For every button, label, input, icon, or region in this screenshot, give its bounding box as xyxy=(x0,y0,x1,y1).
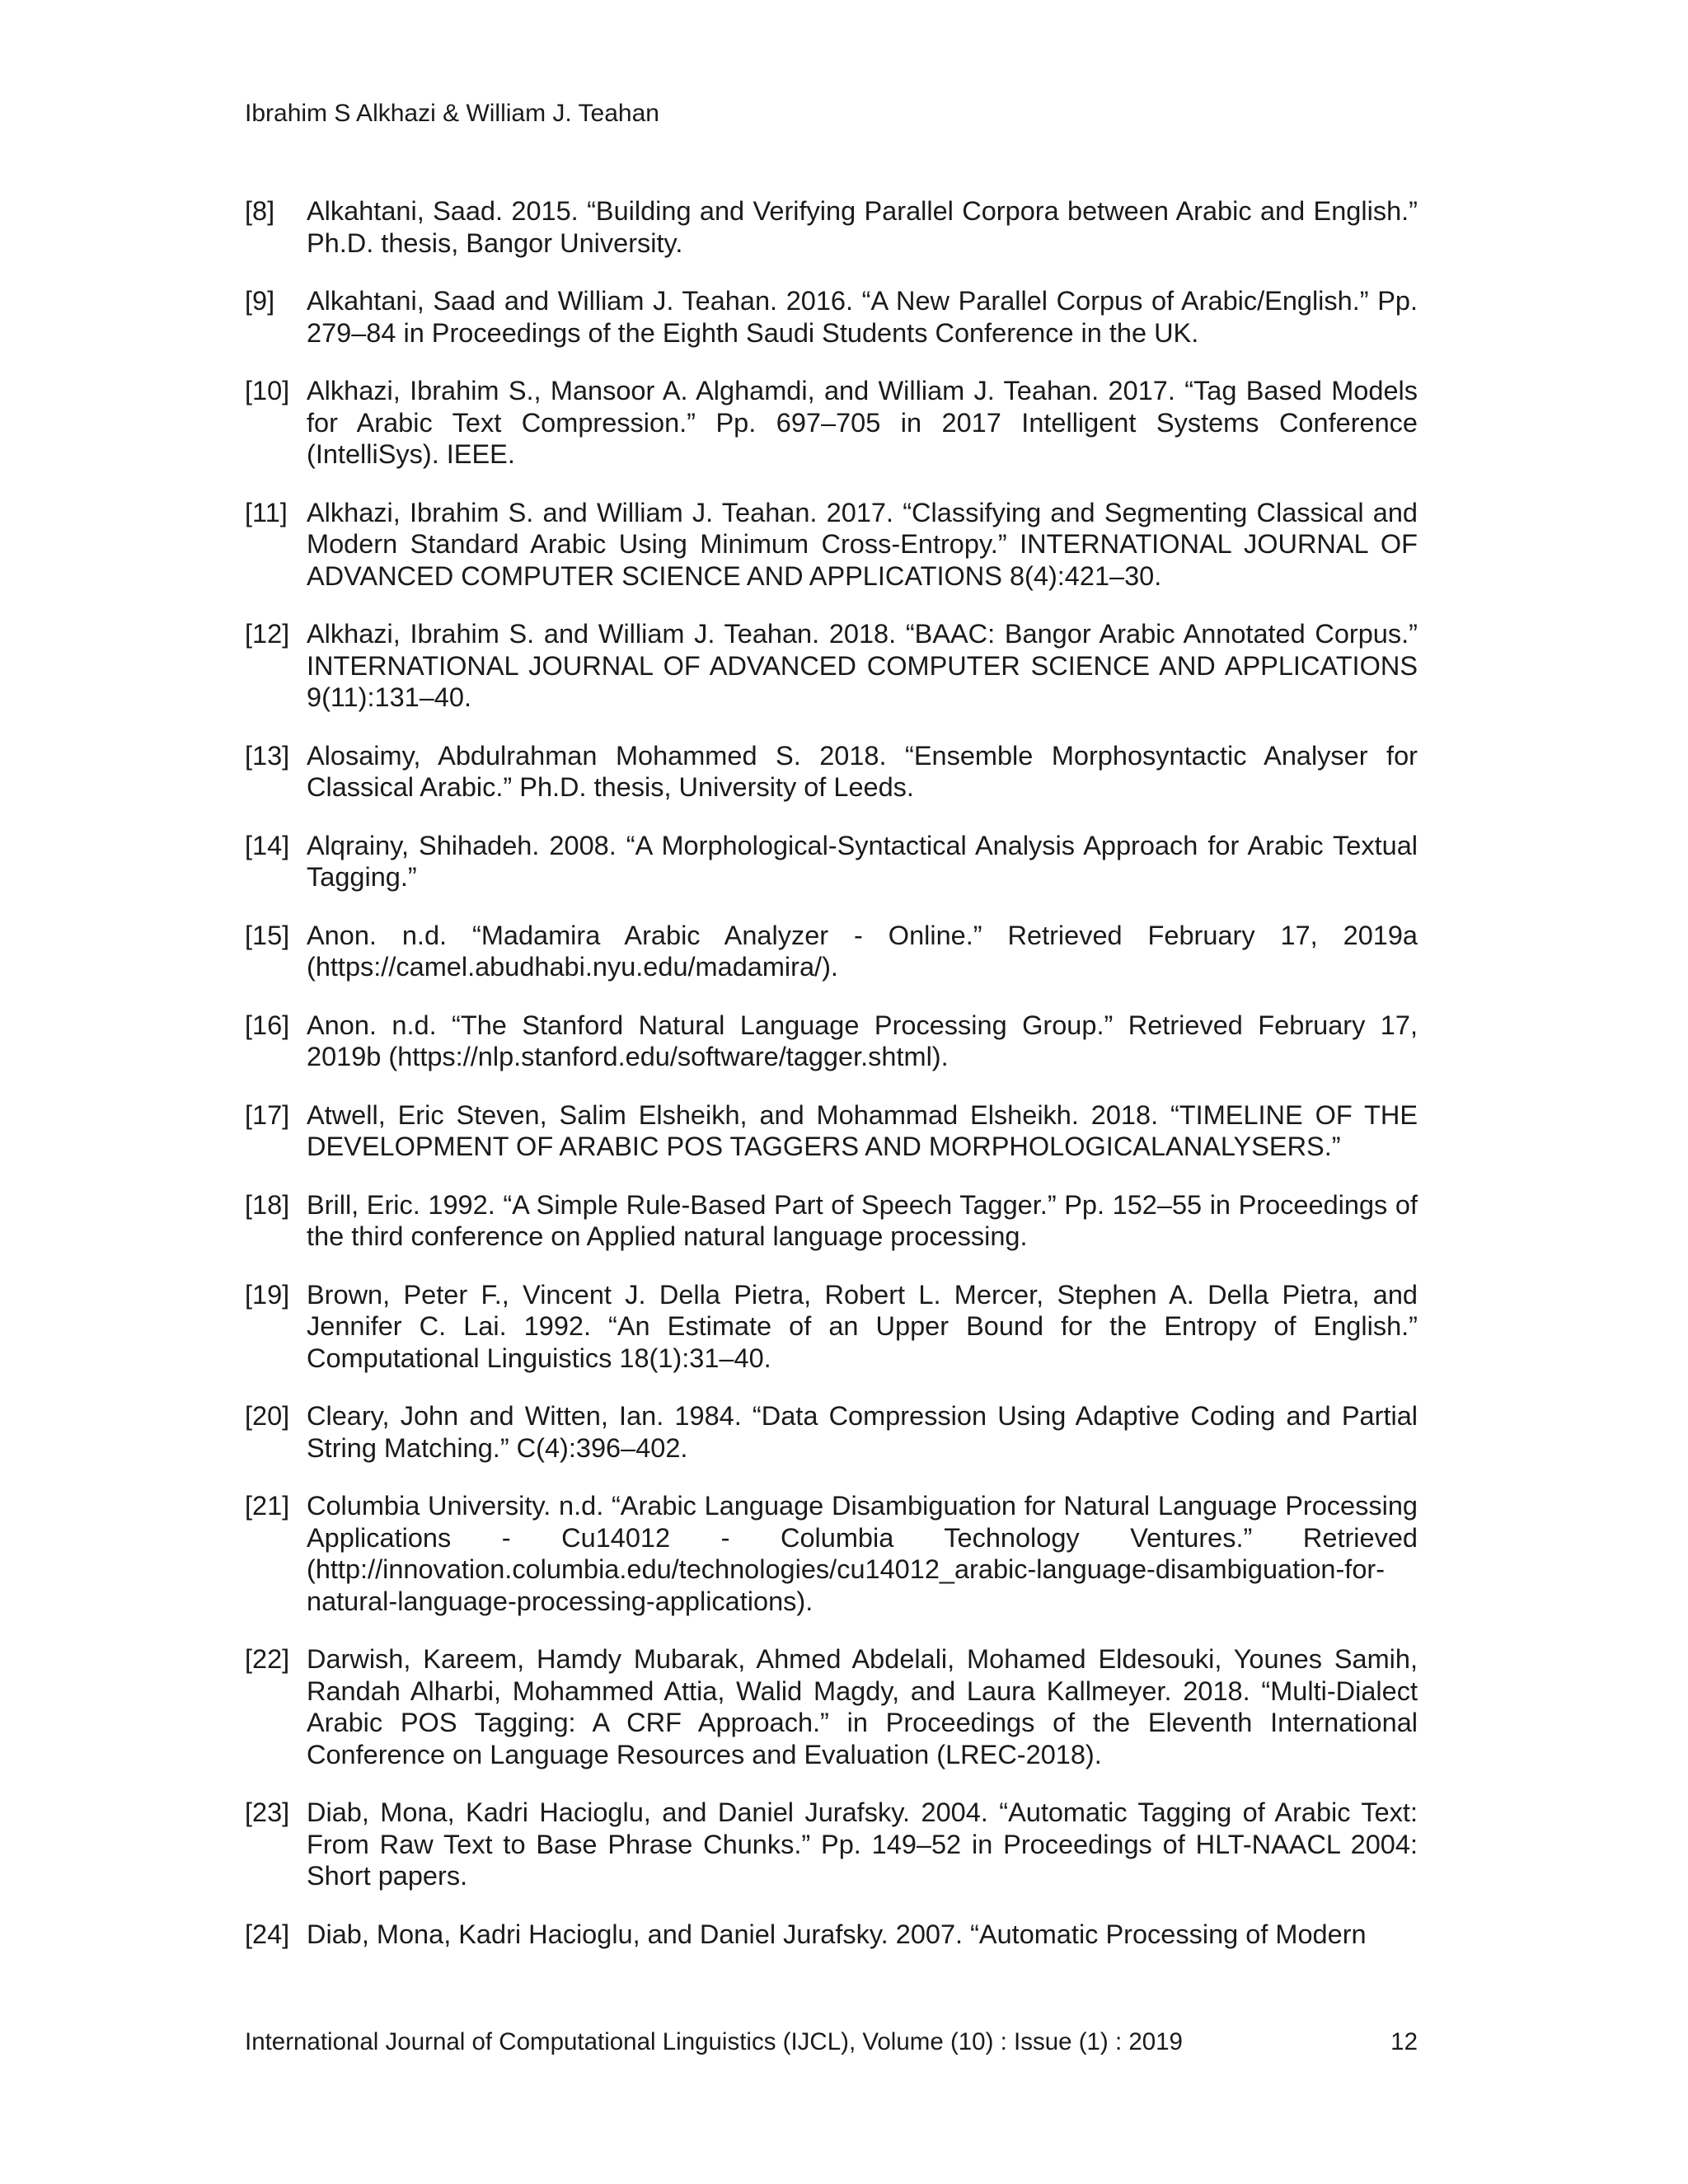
reference-item xyxy=(245,195,1418,259)
reference-text: Brown, Peter F., Vincent J. Della Pietra, Robert L. Mercer, Stephen A. Della Pietra, and Jennifer C. Lai. 1992. “An Estimate of an Upper Bound for the Entropy of English.” Computational Linguistics 18(1):31–40. xyxy=(307,1279,1418,1373)
reference-text: Columbia University. n.d. “Arabic Language Disambiguation for Natural Language Processing Applications - Cu14012 - Columbia Technology Ventures.” Retrieved (http://innovation.columbia.edu/technologies/cu14012_arabic-language-disambiguation-for-natural-language-processing-applications). xyxy=(307,1491,1418,1616)
reference-text: Brill, Eric. 1992. “A Simple Rule-Based Part of Speech Tagger.” Pp. 152–55 in Proceedings of the third conference on Applied natural language processing. xyxy=(307,1189,1418,1251)
reference-text: Atwell, Eric Steven, Salim Elsheikh, and Mohammad Elsheikh. 2018. “TIMELINE OF THE DEVELOPMENT OF ARABIC POS TAGGERS AND MORPHOLOGICALANALYSERS.” xyxy=(307,1099,1418,1161)
reference-number: [15] xyxy=(245,920,290,950)
reference-text: Alkhazi, Ibrahim S. and William J. Teahan. 2018. “BAAC: Bangor Arabic Annotated Corpus.” INTERNATIONAL JOURNAL OF ADVANCED COMPUTER SCIENCE AND APPLICATIONS 9(11):131–40. xyxy=(307,619,1418,712)
reference-item xyxy=(245,285,1418,349)
reference-text: Alqrainy, Shihadeh. 2008. “A Morphological-Syntactical Analysis Approach for Arabic Textual Tagging.” xyxy=(307,830,1418,892)
reference-number: [9] xyxy=(245,286,275,316)
reference-item xyxy=(245,1643,1418,1770)
reference-item xyxy=(245,618,1418,714)
reference-item xyxy=(245,740,1418,804)
reference-text: Alosaimy, Abdulrahman Mohammed S. 2018. “Ensemble Morphosyntactic Analyser for Classical Arabic.” Ph.D. thesis, University of Leeds. xyxy=(307,740,1418,802)
reference-number: [18] xyxy=(245,1189,290,1220)
reference-number: [8] xyxy=(245,196,275,226)
reference-item xyxy=(245,1490,1418,1617)
reference-item xyxy=(245,1797,1418,1892)
reference-number: [10] xyxy=(245,376,290,405)
reference-item xyxy=(245,1010,1418,1073)
reference-text: Cleary, John and Witten, Ian. 1984. “Data Compression Using Adaptive Coding and Partial String Matching.” C(4):396–402. xyxy=(307,1401,1418,1463)
reference-number: [13] xyxy=(245,740,290,771)
reference-text: Diab, Mona, Kadri Hacioglu, and Daniel Jurafsky. 2007. “Automatic Processing of Modern xyxy=(307,1919,1367,1949)
reference-text: Alkahtani, Saad. 2015. “Building and Verifying Parallel Corpora between Arabic and English.” Ph.D. thesis, Bangor University. xyxy=(307,196,1418,258)
reference-number: [14] xyxy=(245,830,290,860)
page-number: 12 xyxy=(1390,2028,1418,2055)
journal-citation: International Journal of Computational Linguistics (IJCL), Volume (10) : Issue (1) : 2019 xyxy=(245,2028,1183,2055)
reference-number: [11] xyxy=(245,497,288,527)
page-footer xyxy=(245,2026,1418,2059)
reference-number: [20] xyxy=(245,1401,290,1431)
reference-number: [22] xyxy=(245,1644,290,1674)
reference-item xyxy=(245,1099,1418,1163)
reference-text: Darwish, Kareem, Hamdy Mubarak, Ahmed Abdelali, Mohamed Eldesouki, Younes Samih, Randah Alharbi, Mohammed Attia, Walid Magdy, and Laura Kallmeyer. 2018. “Multi-Dialect Arabic POS Tagging: A CRF Approach.” in Proceedings of the Eleventh International Conference on Language Resources and Evaluation (LREC-2018). xyxy=(307,1644,1418,1769)
reference-list xyxy=(245,195,1418,1976)
reference-number: [21] xyxy=(245,1491,290,1521)
reference-number: [23] xyxy=(245,1797,290,1827)
reference-text: Anon. n.d. “The Stanford Natural Language Processing Group.” Retrieved February 17, 2019b (https://nlp.stanford.edu/software/tagger.shtml). xyxy=(307,1010,1418,1071)
reference-number: [16] xyxy=(245,1010,290,1040)
reference-item xyxy=(245,920,1418,983)
reference-number: [17] xyxy=(245,1099,290,1130)
reference-item xyxy=(245,497,1418,593)
reference-item xyxy=(245,1919,1418,1951)
reference-text: Alkhazi, Ibrahim S. and William J. Teahan. 2017. “Classifying and Segmenting Classical and Modern Standard Arabic Using Minimum Cross-Entropy.” INTERNATIONAL JOURNAL OF ADVANCED COMPUTER SCIENCE AND APPLICATIONS 8(4):421–30. xyxy=(307,497,1418,591)
reference-item xyxy=(245,1189,1418,1253)
reference-text: Anon. n.d. “Madamira Arabic Analyzer - Online.” Retrieved February 17, 2019a (https://camel.abudhabi.nyu.edu/madamira/). xyxy=(307,920,1418,982)
reference-number: [24] xyxy=(245,1919,290,1949)
reference-number: [19] xyxy=(245,1279,290,1310)
reference-text: Alkhazi, Ibrahim S., Mansoor A. Alghamdi, and William J. Teahan. 2017. “Tag Based Models for Arabic Text Compression.” Pp. 697–705 in 2017 Intelligent Systems Conference (IntelliSys). IEEE. xyxy=(307,376,1418,469)
reference-item xyxy=(245,1400,1418,1464)
reference-item xyxy=(245,375,1418,471)
reference-item xyxy=(245,830,1418,893)
reference-text: Alkahtani, Saad and William J. Teahan. 2016. “A New Parallel Corpus of Arabic/English.” Pp. 279–84 in Proceedings of the Eighth Saudi Students Conference in the UK. xyxy=(307,286,1418,348)
reference-text: Diab, Mona, Kadri Hacioglu, and Daniel Jurafsky. 2004. “Automatic Tagging of Arabic Text: From Raw Text to Base Phrase Chunks.” Pp. 149–52 in Proceedings of HLT-NAACL 2004: Short papers. xyxy=(307,1797,1418,1891)
reference-item xyxy=(245,1279,1418,1375)
reference-number: [12] xyxy=(245,619,290,649)
running-head: Ibrahim S Alkhazi & William J. Teahan xyxy=(245,100,659,127)
